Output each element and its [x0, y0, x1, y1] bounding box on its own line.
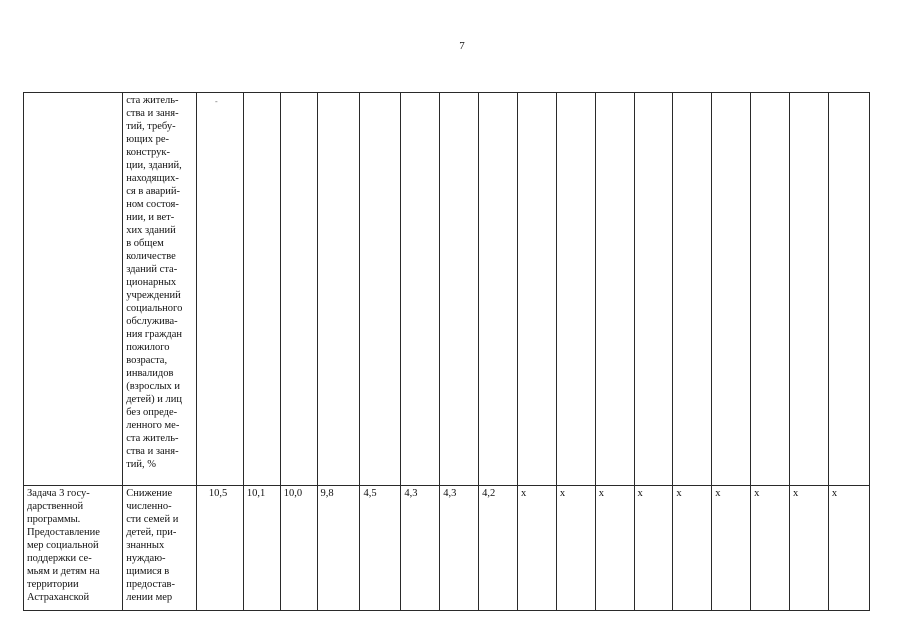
- indicator-name-cell: Снижение численно- сти семей и детей, при- знанных нуждаю- щимися в предостав- лении мер: [123, 486, 197, 611]
- value-cell: x: [595, 486, 634, 611]
- value-cell: [317, 93, 360, 486]
- value-cell: [196, 93, 243, 486]
- value-cell: 10,0: [280, 486, 317, 611]
- value-cell: x: [634, 486, 673, 611]
- value-cell: [479, 93, 518, 486]
- value-cell: x: [556, 486, 595, 611]
- indicator-table: [23, 92, 870, 611]
- value-cell: [673, 93, 712, 486]
- value-cell: 4,3: [440, 486, 479, 611]
- value-cell: x: [789, 486, 828, 611]
- value-cell: [634, 93, 673, 486]
- value-cell: [751, 93, 790, 486]
- task-cell: [24, 93, 123, 486]
- value-cell: 4,2: [479, 486, 518, 611]
- page-number: 7: [459, 40, 465, 52]
- value-cell: x: [712, 486, 751, 611]
- value-cell: [712, 93, 751, 486]
- value-cell: 4,5: [360, 486, 401, 611]
- value-cell: [789, 93, 828, 486]
- value-cell: [440, 93, 479, 486]
- value-cell: 9,8: [317, 486, 360, 611]
- value-cell: [401, 93, 440, 486]
- value-cell: x: [828, 486, 869, 611]
- value-cell: x: [673, 486, 712, 611]
- value-cell: x: [517, 486, 556, 611]
- value-cell: [243, 93, 280, 486]
- value-cell: 4,3: [401, 486, 440, 611]
- stray-dash-mark: -: [215, 97, 218, 106]
- value-cell: x: [751, 486, 790, 611]
- value-cell: [828, 93, 869, 486]
- value-cell: [280, 93, 317, 486]
- value-cell: [360, 93, 401, 486]
- value-cell: 10,1: [243, 486, 280, 611]
- indicator-name-cell: ста житель- ства и заня- тий, требу- ющих ре- конструк- ции, зданий, находящих- ся в аварий- ном состоя- нии, и вет- хих зданий в общем количестве зданий ста- ционарных учреждений социального обслужива- ния граждан пожилого возраста, инвалидов (взрослых и детей) и лиц без опреде- ленного ме- ста житель- ства и заня- тий, %: [123, 93, 197, 486]
- value-cell: [556, 93, 595, 486]
- table-row-task-3: [24, 486, 870, 611]
- task-cell: Задача 3 госу- дарственной программы. Предоставление мер социальной поддержки се- мьям и детям на территории Астраханской: [24, 486, 123, 611]
- value-cell: [517, 93, 556, 486]
- table-row-continued: [24, 93, 870, 486]
- value-cell: [595, 93, 634, 486]
- value-cell: 10,5: [196, 486, 243, 611]
